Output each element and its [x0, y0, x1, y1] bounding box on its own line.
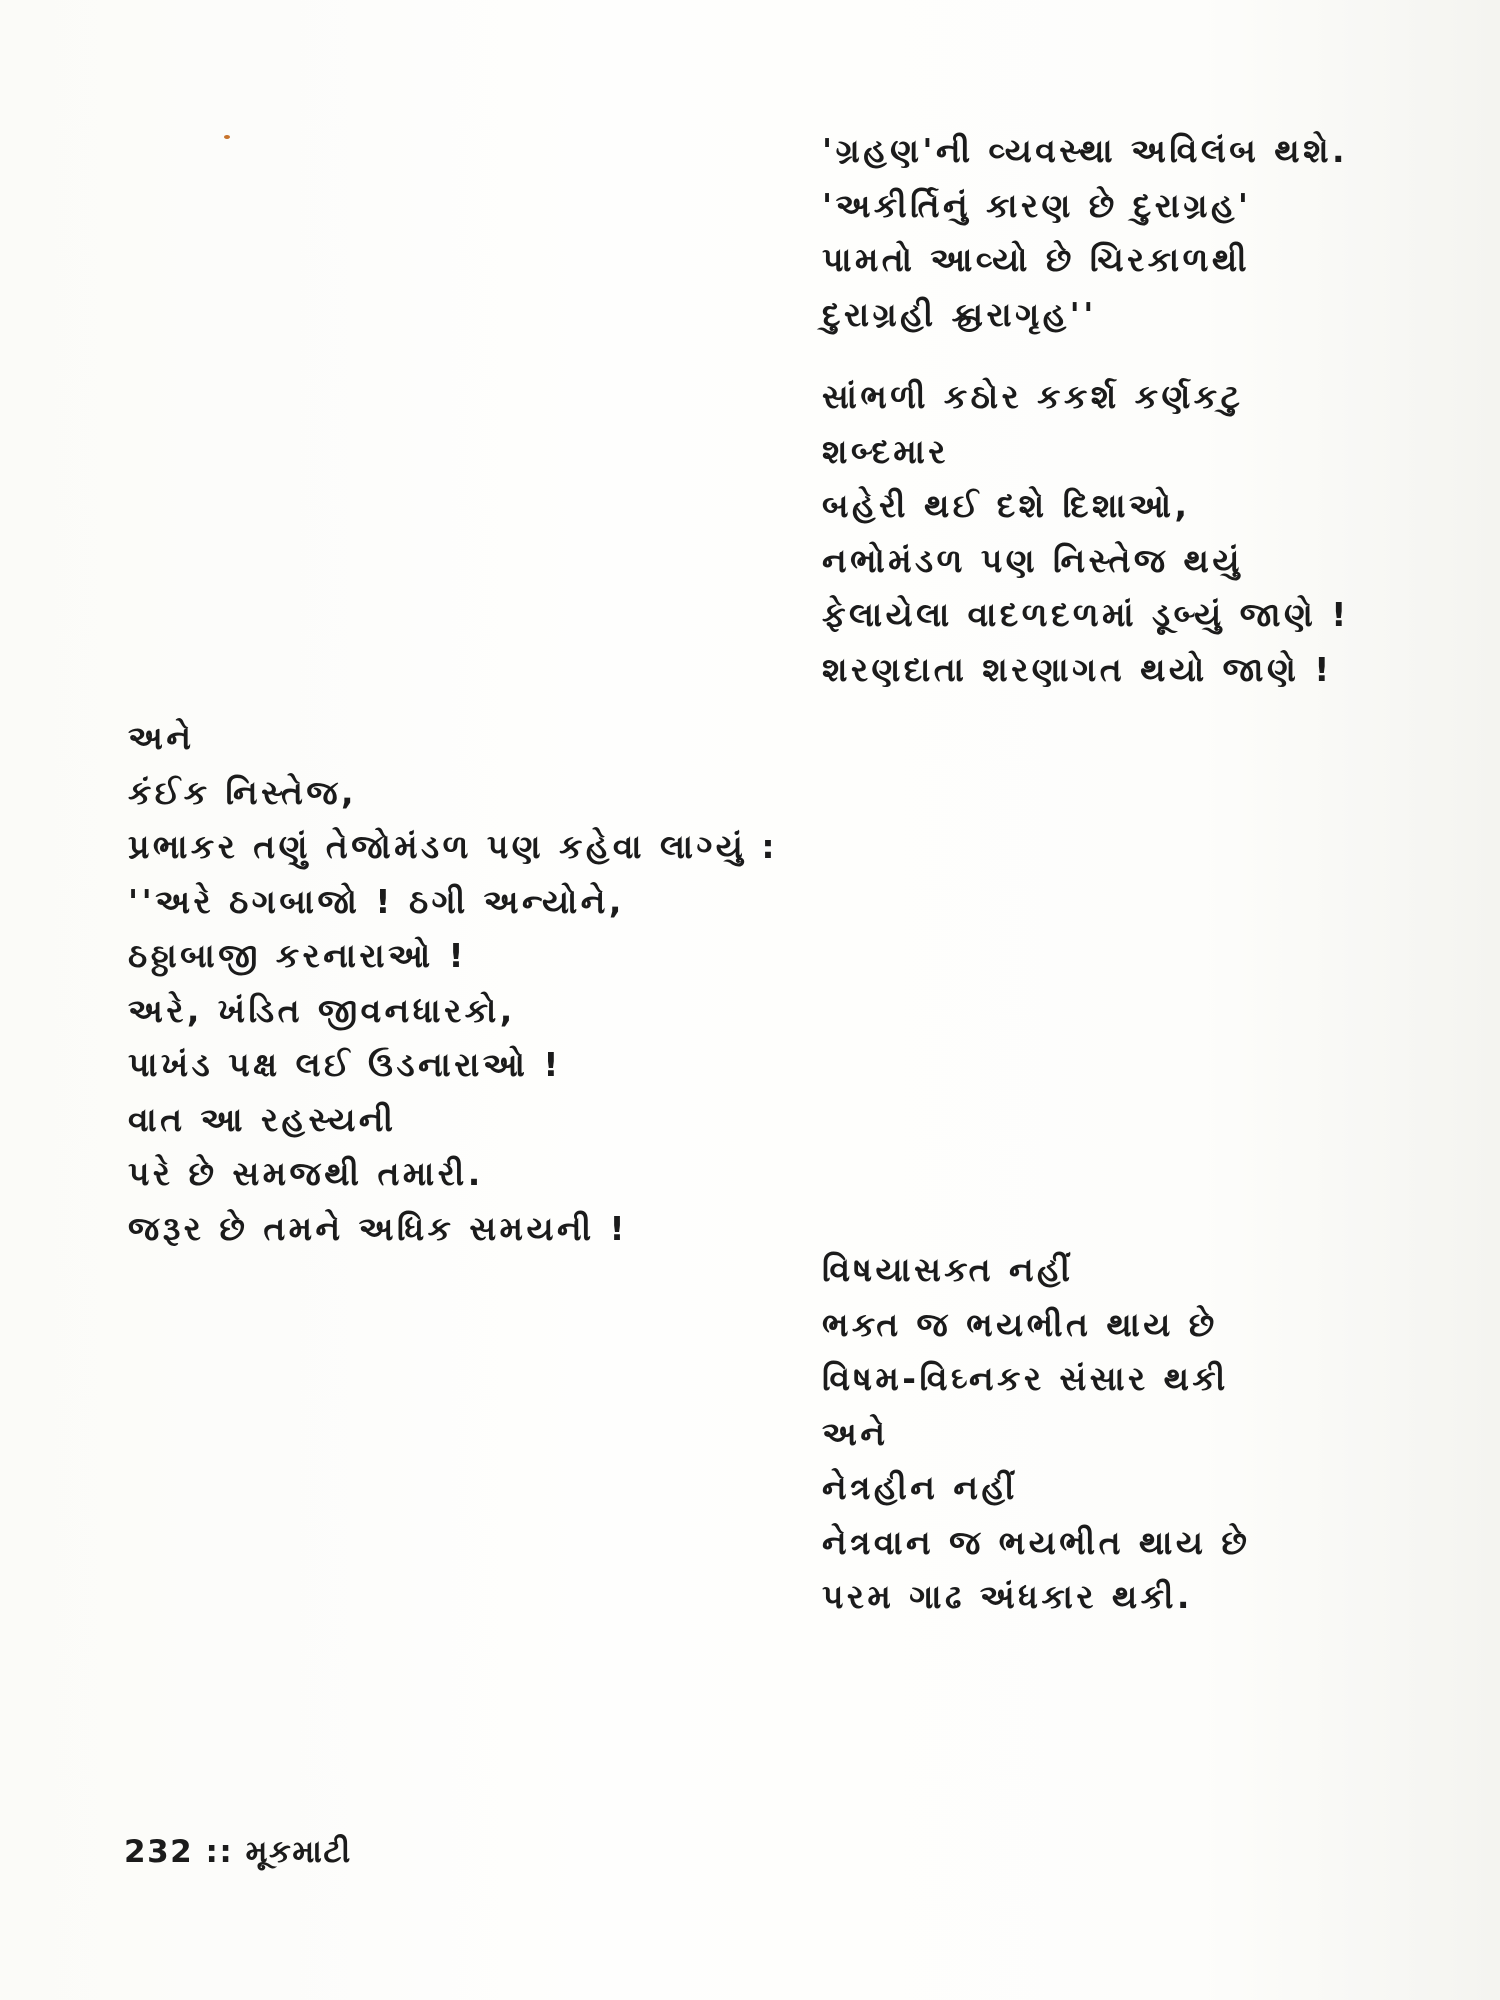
stanza-3	[128, 711, 778, 1256]
poem-line: ઠઠ્ઠાબાજી કરનારાઓ !	[128, 936, 468, 975]
stanza-4	[822, 1243, 1250, 1625]
poem-line: ભક્ત જ ભયભીત થાય છે	[822, 1304, 1218, 1344]
poem-line: વિષયાસક્ત નહીં	[822, 1250, 1074, 1289]
poem-line: વિષમ-વિઘ્નકર સંસાર થકી	[822, 1359, 1229, 1398]
poem-line: નેત્રવાન જ ભયભીત થાય છે	[822, 1522, 1251, 1562]
poem-line: પરે છે સમજથી તમારી.	[128, 1154, 484, 1193]
poem-line: 'અકીર્તિનું કારણ છે દુરાગ્રહ'	[822, 185, 1252, 225]
poem-line: ''અરે ઠગબાજો ! ઠગી અન્યોને,	[128, 881, 625, 921]
poem-line: શરણદાતા શરણાગત થયો જાણે !	[822, 649, 1333, 689]
poem-line: કંઈક નિસ્તેજ,	[128, 772, 358, 812]
poem-line: અને	[822, 1413, 889, 1453]
section-divider-circle	[958, 316, 980, 332]
poem-line: નેત્રહીન નહીં	[822, 1468, 1018, 1507]
poem-line: ફેલાયેલા વાદળદળમાં ડૂબ્યું જાણે !	[822, 595, 1350, 634]
stanza-2	[822, 370, 1350, 697]
paper-speck	[224, 135, 230, 139]
poem-line: 'ગ્રહણ'ની વ્યવસ્થા અવિલંબ થશે.	[822, 131, 1349, 170]
stanza-1	[822, 124, 1348, 342]
poem-line: જરૂર છે તમને અધિક સમયની !	[128, 1208, 629, 1248]
poem-line: સાંભળી કઠોર કકર્શ કર્ણકટુ	[822, 377, 1244, 416]
poem-line: અરે, ખંડિત જીવનધારકો,	[128, 990, 516, 1030]
poem-line: વાત આ રહસ્યની	[128, 1099, 397, 1139]
poem-line: પાખંડ પક્ષ લઈ ઉડનારાઓ !	[128, 1045, 562, 1084]
poem-line: બહેરી થઈ દશે દિશાઓ,	[822, 486, 1191, 525]
poem-line: પામતો આવ્યો છે ચિરકાળથી	[822, 240, 1251, 279]
poem-line: નભોમંડળ પણ નિસ્તેજ થયું	[822, 540, 1243, 580]
page-number-footer: 232 :: મૂકમાટી	[124, 1834, 352, 1870]
poem-line: પરમ ગાઢ અંધકાર થકી.	[822, 1577, 1193, 1616]
poem-line: અને	[128, 718, 195, 757]
poem-line: પ્રભાકર તણું તેજોમંડળ પણ કહેવા લાગ્યું :	[128, 827, 779, 866]
poem-line: શબ્દમાર	[822, 431, 949, 471]
poem-line: દુરાગ્રહી કારાગૃહ''	[822, 294, 1097, 334]
